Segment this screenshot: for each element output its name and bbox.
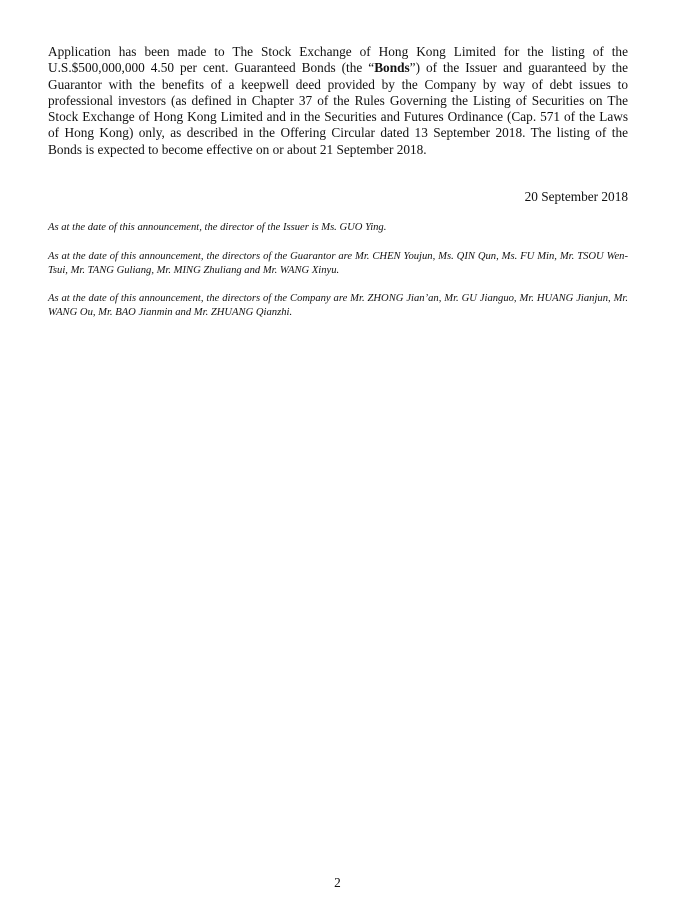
issuer-directors-note: As at the date of this announcement, the director of the Issuer is Ms. GUO Ying. [48, 222, 387, 233]
paragraph-text-end: ”) of the Issuer and guaranteed by the Guarantor with the benefits of a keepwell deed provided by the Company by way of debt issues to professional investors (as defined in Chapter 37 of the Rules Governing the Listing of Securities on The Stock Exchange of Hong Kong Limited and in the Securities and Futures Ordinance (Cap. 571 of the Laws of Hong Kong) only, as described in the Offering Circular dated 13 September 2018. The listing of the Bonds is expected to become effective on or about 21 September 2018. [48, 60, 628, 157]
paragraph-text-start: Application has been made to The Stock Exchange of Hong Kong Limited for the listing of the U.S.$500,000,000 4.50 per cent. Guaranteed Bonds (the “ [48, 44, 628, 76]
page-number: 2 [334, 875, 341, 890]
listing-application-paragraph [48, 44, 628, 158]
bonds-defined-term: Bonds [374, 60, 410, 76]
announcement-date: 20 September 2018 [524, 189, 628, 204]
guarantor-directors-note: As at the date of this announcement, the directors of the Guarantor are Mr. CHEN Youjun, Ms. QIN Qun, Ms. FU Min, Mr. TSOU Wen-Tsui, Mr. TANG Guliang, Mr. MING Zhuliang and Mr. WANG Xinyu. [48, 251, 628, 277]
company-directors-note: As at the date of this announcement, the directors of the Company are Mr. ZHONG Jian’an, Mr. GU Jianguo, Mr. HUANG Jianjun, Mr. WANG Ou, Mr. BAO Jianmin and Mr. ZHUANG Qianzhi. [48, 293, 628, 319]
